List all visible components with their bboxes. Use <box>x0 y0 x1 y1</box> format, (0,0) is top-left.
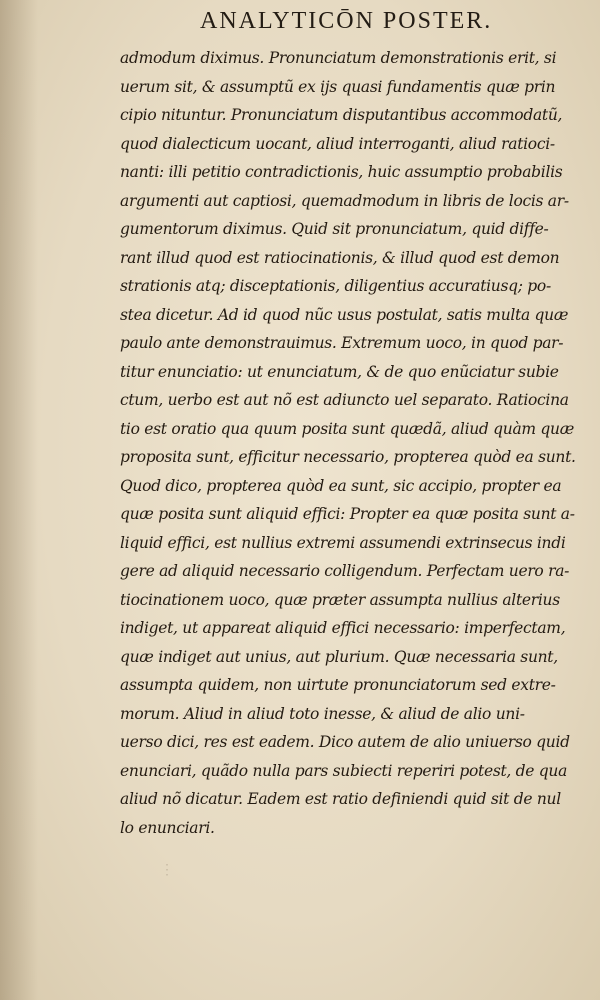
running-head: ANALYTICŌN POSTER. <box>200 8 493 34</box>
text-line: paulo ante demonstrauimus. Extremum uoco, in quod par- <box>120 334 564 352</box>
text-line: uerso dici, res est eadem. Dico autem de alio uniuerso quid <box>120 733 570 751</box>
text-line: indiget, ut appareat aliquid effici necessario: imperfectam, <box>120 619 566 637</box>
text-line: lo enunciari. <box>120 818 215 837</box>
text-line: quæ indiget aut unius, aut plurium. Quæ necessaria sunt, <box>120 647 558 666</box>
text-line: rant illud quod est ratiocinationis, & illud quod est demon <box>120 248 560 267</box>
gutter-shadow <box>0 0 38 1000</box>
text-line: tio est oratio qua quum posita sunt quædã, aliud quàm quæ <box>120 419 575 438</box>
show-through-mark: ⋮ <box>160 863 180 878</box>
text-line: tiocinationem uoco, quæ præter assumpta nullius alterius <box>120 590 560 609</box>
text-line: nanti: illi petitio contradictionis, huic assumptio probabilis <box>120 163 563 181</box>
text-line: gumentorum diximus. Quid sit pronunciatum, quid diffe- <box>120 220 549 238</box>
text-line: strationis atq; disceptationis, diligentius accuratiusq; po- <box>120 277 551 295</box>
text-line: aliud nõ dicatur. Eadem est ratio definiendi quid sit de nul <box>120 790 561 808</box>
text-line: argumenti aut captiosi, quemadmodum in libris de locis ar- <box>120 191 569 210</box>
text-line: quæ posita sunt aliquid effici: Propter ea quæ posita sunt a- <box>120 505 575 523</box>
text-line: titur enunciatio: ut enunciatum, & de quo enũciatur subie <box>120 362 559 381</box>
text-line: quod dialecticum uocant, aliud interroganti, aliud ratioci- <box>120 134 555 153</box>
text-line: stea dicetur. Ad id quod nũc usus postulat, satis multa quæ <box>120 305 569 324</box>
text-line: cipio nituntur. Pronunciatum disputantibus accommodatũ, <box>120 106 563 124</box>
text-line: assumpta quidem, non uirtute pronunciatorum sed extre- <box>120 676 556 694</box>
text-line: Quod dico, propterea quòd ea sunt, sic accipio, propter ea <box>120 476 562 495</box>
text-line: proposita sunt, efficitur necessario, propterea quòd ea sunt. <box>120 448 576 466</box>
text-line: ctum, uerbo est aut nõ est adiuncto uel separato. Ratiocina <box>120 391 569 409</box>
text-line: gere ad aliquid necessario colligendum. Perfectam uero ra- <box>120 562 570 580</box>
text-line: morum. Aliud in aliud toto inesse, & aliud de alio uni- <box>120 704 525 723</box>
text-line: enunciari, quãdo nulla pars subiecti reperiri potest, de qua <box>120 761 568 780</box>
text-line: uerum sit, & assumptũ ex ijs quasi fundamentis quæ prin <box>120 77 556 96</box>
text-line: admodum diximus. Pronunciatum demonstrationis erit, si <box>120 49 557 67</box>
text-line: liquid effici, est nullius extremi assumendi extrinsecus indi <box>120 533 566 552</box>
body-text <box>120 44 594 842</box>
